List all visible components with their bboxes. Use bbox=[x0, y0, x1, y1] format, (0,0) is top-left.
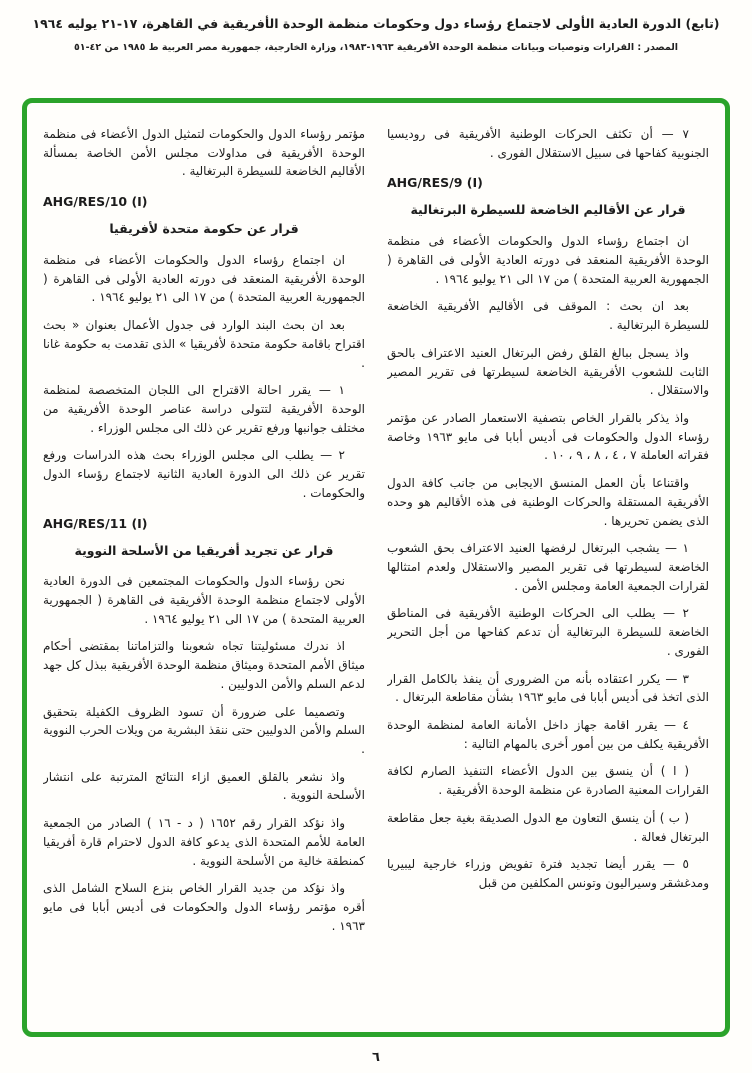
res9-operative-1: ١ — يشجب البرتغال لرفضها العنيد الاعتراف بحق الشعوب الخاضعة لسيطرتها فى تقرير المصير والاستقلال ولعدم امتثالها لقرارات الجمعية العامة ومجلس الأمن . bbox=[387, 541, 709, 593]
res9-operative-4: ٤ — يقرر اقامة جهاز داخل الأمانة العامة لمنظمة الوحدة الأفريقية يكلف من بين أمور أخرى بالمهام التالية : bbox=[387, 718, 709, 751]
res9-operative-2: ٢ — يطلب الى الحركات الوطنية الأفريقية فى المناطق الخاضعة للسيطرة البرتغالية أن تدعم كفاحها من أجل التحرير الفورى . bbox=[387, 606, 709, 658]
res11-preamble-4: واذ نشعر بالقلق العميق ازاء النتائج المترتبة على انتشار الأسلحة النووية . bbox=[43, 769, 365, 803]
res9-code: AHG/RES/9 (I) bbox=[387, 175, 483, 191]
header-title: (تابع) الدورة العادية الأولى لاجتماع رؤساء دول وحكومات منظمة الوحدة الأفريقية في القاهرة، ١٧-٢١ يوليه ١٩٦٤ bbox=[32, 16, 720, 31]
res11-preamble-5: واذ نؤكد القرار رقم ١٦٥٢ ( د - ١٦ ) الصادر من الجمعية العامة للأمم المتحدة الذى يدعو كافة الدول لاحترام قارة أفريقيا كمنطقة خالية من الأسلحة النووية . bbox=[43, 816, 365, 868]
res11-preamble-6: واذ نؤكد من جديد القرار الخاص بنزع السلاح الشامل الذى أقره مؤتمر رؤساء الدول والحكومات فى أديس أبابا فى مايو ١٩٦٣ . bbox=[43, 881, 365, 933]
green-frame bbox=[22, 98, 730, 1037]
res9-preamble-2: بعد ان بحث : الموقف فى الأقاليم الأفريقية الخاضعة للسيطرة البرتغالية . bbox=[387, 299, 709, 333]
res9-operative-3: ٣ — يكرر اعتقاده بأنه من الضرورى أن ينفذ بالكامل القرار الذى اتخذ فى أديس أبابا فى مايو ١٩٦٣ بشأن مقاطعة البرتغال . bbox=[387, 671, 709, 705]
res10-code: AHG/RES/10 (I) bbox=[43, 194, 148, 210]
res10-operative-2: ٢ — يطلب الى مجلس الوزراء بحث هذه الدراسات ورفع تقرير عن ذلك الى الدورة العادية الثانية لاجتماع رؤساء الدول والحكومات . bbox=[43, 448, 365, 500]
header-source-line: المصدر : القرارات وتوصيات وبيانات منظمة الوحدة الأفريقية ١٩٦٣-١٩٨٣، وزارة الخارجية، جمهورية مصر العربية ط ١٩٨٥ من ٤٢-٥١ bbox=[73, 42, 679, 53]
column-right bbox=[387, 125, 709, 1022]
res11-preamble-3: وتصميما على ضرورة أن تسود الظروف الكفيلة بتحقيق السلم والأمن الدوليين حتى ننقذ البشرية من ويلات الحرب النووية . bbox=[43, 704, 365, 757]
res9-preamble-5: واقتناعا بأن العمل المنسق الايجابى من جانب كافة الدول الأفريقية المستقلة والحركات الوطنية فى هذه الأقاليم هو وحده الذى يضمن تحريرها . bbox=[387, 476, 709, 528]
res10-preamble-1: ان اجتماع رؤساء الدول والحكومات الأعضاء فى منظمة الوحدة الأفريقية المنعقد فى دورته العادية الأولى فى القاهرة ( الجمهورية العربية المتحدة ) من ١٧ الى ٢١ يوليو ١٩٦٤ . bbox=[43, 252, 365, 305]
res10-preamble-2: بعد ان بحث البند الوارد فى جدول الأعمال بعنوان « بحث اقتراح باقامة حكومة متحدة لأفريقيا » الذى تقدمت به حكومة غانا . bbox=[43, 318, 365, 370]
res9-preamble-1: ان اجتماع رؤساء الدول والحكومات الأعضاء فى منظمة الوحدة الأفريقية المنعقد فى دورته العادية الأولى فى القاهرة ( الجمهورية العربية المتحدة ) من ١٧ الى ٢١ يوليو ١٩٦٤ . bbox=[387, 234, 709, 286]
res9-preamble-4: واذ يذكر بالقرار الخاص بتصفية الاستعمار الصادر عن مؤتمر رؤساء الدول والحكومات فى أديس أبابا فى مايو ١٩٦٣ وخاصة فقراته العاملة ٧ ، ٤ ، ٨ ، ٩ ، ١٠ . bbox=[387, 410, 709, 463]
res11-preamble-1: نحن رؤساء الدول والحكومات المجتمعين فى الدورة العادية الأولى لاجتماع منظمة الوحدة الأفريقية فى القاهرة ( الجمهورية العربية المتحدة ) من ١٧ الى ٢١ يوليو ١٩٦٤ . bbox=[43, 574, 365, 626]
res9-operative-4b: ( ب ) أن ينسق التعاون مع الدول الصديقة بغية جعل مقاطعة البرتغال فعالة . bbox=[387, 810, 709, 844]
res8-item-7: ٧ — أن تكثف الحركات الوطنية الأفريقية فى روديسيا الجنوبية كفاحها فى سبيل الاستقلال الفورى . bbox=[387, 127, 709, 160]
page-number: ٦ bbox=[372, 1050, 380, 1065]
res9-preamble-3: واذ يسجل ببالغ القلق رفض البرتغال العنيد الاعتراف بالحق الثابت للشعوب الأفريقية الخاضعة لسيطرتها فى تقرير المصير والاستقلال . bbox=[387, 345, 709, 398]
res11-code: AHG/RES/11 (I) bbox=[43, 515, 148, 531]
column-left bbox=[43, 125, 365, 1022]
res9-title: قرار عن الأقاليم الخاضعة للسيطرة البرتغالية bbox=[410, 202, 686, 218]
res9-operative-5: ٥ — يقرر أيضا تجديد فترة تفويض وزراء خارجية ليبيريا ومدغشقر وسيراليون وتونس المكلفين من قبل bbox=[387, 857, 709, 891]
res9-operative-4a: ( ا ) أن ينسق بين الدول الأعضاء التنفيذ الصارم لكافة القرارات المعنية الصادرة عن منظمة الوحدة الأفريقية . bbox=[387, 764, 709, 798]
res11-title: قرار عن تجريد أفريقيا من الأسلحة النووية bbox=[74, 542, 334, 558]
res9-continuation: مؤتمر رؤساء الدول والحكومات لتمثيل الدول الأعضاء فى منظمة الوحدة الأفريقية فى مداولات مجلس الأمن الخاصة بمسألة الأقاليم الخاضعة للسيطرة البرتغالية . bbox=[43, 127, 365, 179]
document-header bbox=[28, 16, 724, 53]
res10-operative-1: ١ — يقرر احالة الاقتراح الى اللجان المتخصصة لمنظمة الوحدة الأفريقية لتتولى دراسة عناصر الوحدة الأفريقية من مختلف جوانبها ورفع تقرير عن ذلك الى مجلس الوزراء . bbox=[43, 383, 365, 435]
res11-preamble-2: اذ ندرك مسئوليتنا تجاه شعوبنا والتزاماتنا بمقتضى أحكام ميثاق الأمم المتحدة وميثاق منظمة الوحدة الأفريقية ببذل كل جهد لدعم السلم والأمن الدوليين . bbox=[43, 639, 365, 691]
res10-title: قرار عن حكومة متحدة لأفريقيا bbox=[109, 221, 299, 237]
